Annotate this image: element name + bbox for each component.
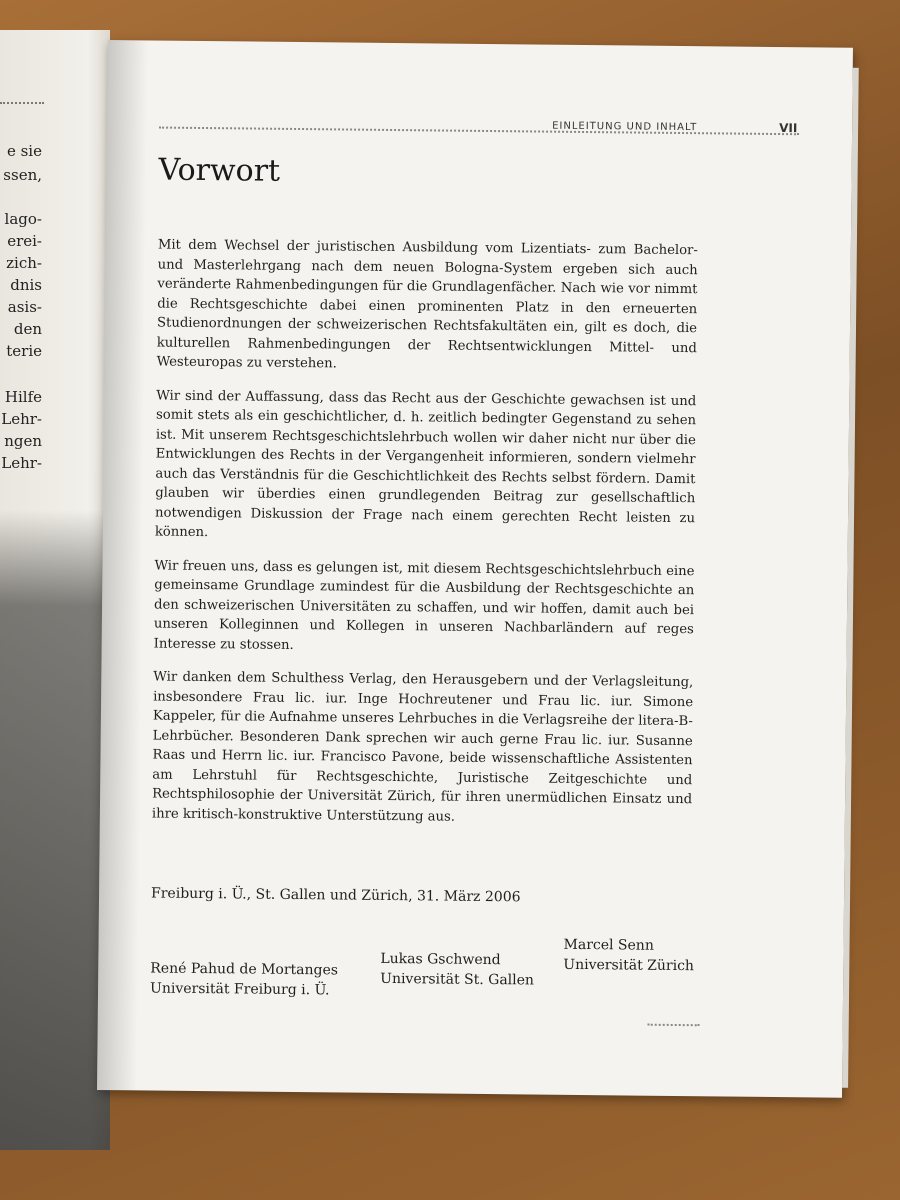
left-page-dotted-rule	[0, 102, 44, 104]
signature-block	[563, 935, 694, 976]
page-title: Vorwort	[158, 152, 281, 189]
left-page-line: ngen	[4, 432, 42, 450]
paragraph: Mit dem Wechsel der juristischen Ausbildung vom Lizentiats- zum Bachelor- und Masterlehrgang nach dem neuen Bologna-System ergeben sich auch veränderte Rahmenbedingungen für die Grundlagenfächer. Nach wie vor nimmt die Rechtsgeschichte dabei einen prominenten Platz in den erneuerten Studienordnungen der schweizerischen Rechtsfakultäten ein, gilt es doch, die kulturellen Rahmenbedingungen der Rechtsentwicklungen Mittel- und Westeuropas zu verstehen.	[156, 237, 698, 372]
paragraph: Wir freuen uns, dass es gelungen ist, mit diesem Rechtsgeschichtslehrbuch eine gemeinsame Grundlage zumindest für die Ausbildung der Rechtsgeschichte an den schweizerischen Universitäten zu schaffen, und wir hoffen, damit auch bei unseren Kolleginnen und Kollegen in unseren Nachbarländern auf reges Interesse zu stossen.	[153, 558, 695, 653]
author-name: Lukas Gschwend	[380, 950, 501, 969]
left-page-line: dnis	[10, 276, 42, 294]
left-page	[0, 30, 110, 1150]
place-date: Freiburg i. Ü., St. Gallen und Zürich, 31. März 2006	[150, 885, 521, 906]
left-page-line: Lehr-	[1, 410, 42, 428]
author-name: Marcel Senn	[563, 936, 654, 954]
page-number: VII	[779, 121, 798, 136]
paragraph: Wir sind der Auffassung, dass das Recht aus der Geschichte gewachsen ist und somit stets als ein geschichtlicher, d. h. zeitlich bedingter Gegenstand zu sehen ist. Mit unserem Rechtsgeschichtslehrbuch wollen wir daher nicht nur über die Entwicklungen des Rechts in der Vergangenheit informieren, sondern vielmehr auch das Verständnis für die Geschichtlichkeit des Rechts selbst fördern. Damit glauben wir überdies einen grundlegenden Beitrag zur gesellschaftlich notwendigen Diskussion der Frage nach einem gerechten Recht leisten zu können.	[154, 388, 697, 541]
hand-shadow	[0, 510, 110, 1150]
left-page-line: ssen,	[3, 166, 42, 184]
left-page-line: erei-	[7, 232, 42, 250]
book-page	[97, 40, 853, 1098]
author-affiliation: Universität Zürich	[563, 956, 695, 975]
left-page-line: Lehr-	[1, 454, 42, 472]
left-page-line: lago-	[4, 210, 42, 228]
preface-body	[152, 236, 698, 844]
footer-dotted-rule	[648, 1024, 700, 1027]
left-page-line: Hilfe	[4, 388, 42, 406]
left-page-line: e sie	[6, 142, 42, 160]
signature-block	[150, 958, 338, 1000]
signature-block	[380, 949, 534, 991]
page-edge	[842, 68, 859, 1088]
header-dotted-rule	[159, 127, 799, 136]
author-name: René Pahud de Mortanges	[150, 960, 339, 979]
author-affiliation: Universität St. Gallen	[380, 970, 535, 989]
paragraph: Wir danken dem Schulthess Verlag, den Herausgebern und der Verlagsleitung, insbesondere Frau lic. iur. Inge Hochreutener und Frau lic. iur. Simone Kappeler, für die Aufnahme unseres Lehrbuches in die Verlagsreihe der litera-B-Lehrbücher. Besonderen Dank sprechen wir auch gerne Frau lic. iur. Susanne Raas und Herrn lic. iur. Francisco Pavone, beide wissenschaftliche Assistenten am Lehrstuhl für Rechtsgeschichte, Juristische Zeitgeschichte und Rechtsphilosophie der Universität Zürich, für ihren unermüdlichen Einsatz und ihre kritisch-konstruktive Unterstützung aus.	[151, 669, 694, 825]
left-page-line: terie	[6, 342, 42, 360]
author-affiliation: Universität Freiburg i. Ü.	[149, 980, 330, 999]
left-page-line: asis-	[7, 298, 42, 316]
left-page-line: zich-	[6, 254, 42, 272]
running-head: EINLEITUNG UND INHALT	[552, 120, 698, 134]
left-page-line: den	[13, 320, 42, 338]
